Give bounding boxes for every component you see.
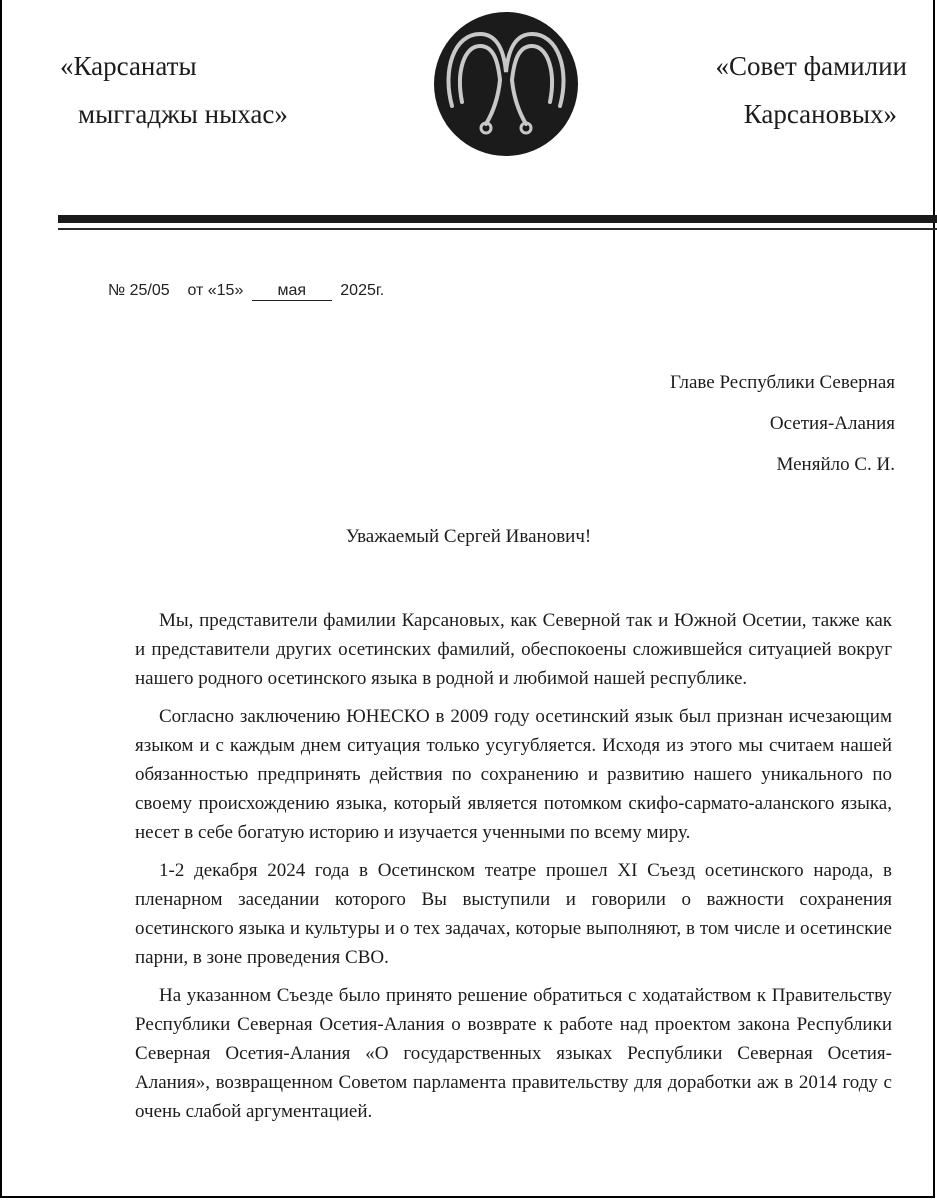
right-org-line2: Карсановых» <box>743 99 897 129</box>
left-org-line1: «Карсанаты <box>60 51 197 81</box>
left-organization-name <box>60 42 340 138</box>
right-org-line1: «Совет фамилии <box>715 51 907 81</box>
body-paragraph-3: 1-2 декабря 2024 года в Осетинском театре прошел XI Съезд осетинского народа, в пленарном заседании которого Вы выступили и говорили о важности сохранения осетинского языка и культуры и о тех задачах, которые выполняют, в том числе и осетинские парни, в зоне проведения СВО. <box>135 860 892 968</box>
registration-line <box>108 282 384 301</box>
right-organization-name <box>607 42 907 138</box>
document-date-year: 2025г. <box>340 282 385 299</box>
family-emblem-icon <box>432 10 580 158</box>
document-number: № 25/05 <box>108 282 170 299</box>
header-divider-thick <box>58 215 937 223</box>
left-org-line2: мыггаджы ныхас» <box>78 99 288 129</box>
salutation: Уважаемый Сергей Иванович! <box>345 526 592 547</box>
body-paragraph-4: На указанном Съезде было принято решение обратиться с ходатайством к Правительству Республики Северная Осетия-Алания о возврате к работе над проектом закона Республики Северная Осетия-Алания «О государственных языках Республики Северная Осетия-Алания», возвращенном Советом парламента правительству для доработки аж в 2014 году с очень слабой аргументацией. <box>135 985 892 1122</box>
addressee-line2: Осетия-Алания <box>769 413 895 434</box>
document-date-month: мая <box>252 282 332 301</box>
document-date-day: от «15» <box>187 282 244 299</box>
body-paragraph-2: Согласно заключению ЮНЕСКО в 2009 году осетинский язык был признан исчезающим языком и с каждым днем ситуация только усугубляется. Исходя из этого мы считаем нашей обязанностью предпринять действия по сохранению и развитию нашего уникального по своему происхождению языка, который является потомком скифо-сарматo-аланского языка, несет в себе богатую историю и изучается ученными по всему миру. <box>135 706 892 843</box>
header-divider-thin <box>58 228 937 230</box>
letter-body <box>135 606 892 1135</box>
addressee-block <box>515 362 895 485</box>
addressee-line1: Главе Республики Северная <box>669 372 895 393</box>
addressee-line3: Меняйло С. И. <box>776 454 895 475</box>
body-paragraph-1: Мы, представители фамилии Карсановых, как Северной так и Южной Осетии, также как и представители других осетинских фамилий, обеспокоены сложившейся ситуацией вокруг нашего родного осетинского языка в родной и любимой нашей республике. <box>135 610 892 689</box>
